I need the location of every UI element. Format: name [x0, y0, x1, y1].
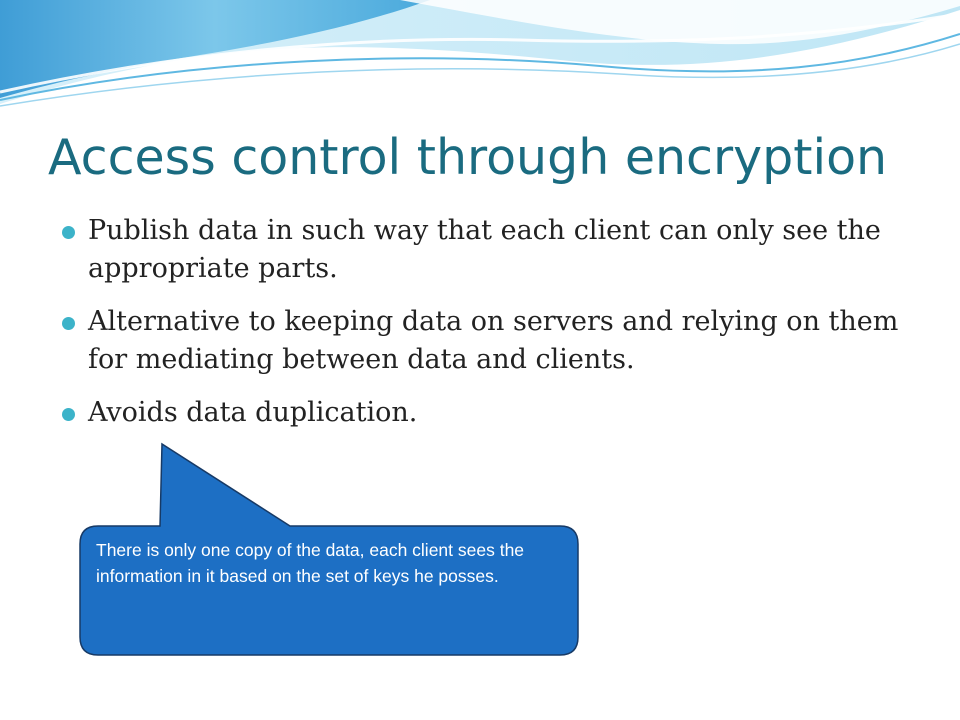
slide-title: Access control through encryption: [48, 129, 888, 186]
bullet-text: Publish data in such way that each client can only see the appropriate parts.: [88, 215, 881, 284]
callout-text: There is only one copy of the data, each client sees the information in it based on the set of keys he posses.: [96, 540, 525, 586]
bullet-text: Avoids data duplication.: [88, 397, 418, 428]
bullet-text: Alternative to keeping data on servers and relying on them for mediating between data and clients.: [88, 306, 899, 375]
